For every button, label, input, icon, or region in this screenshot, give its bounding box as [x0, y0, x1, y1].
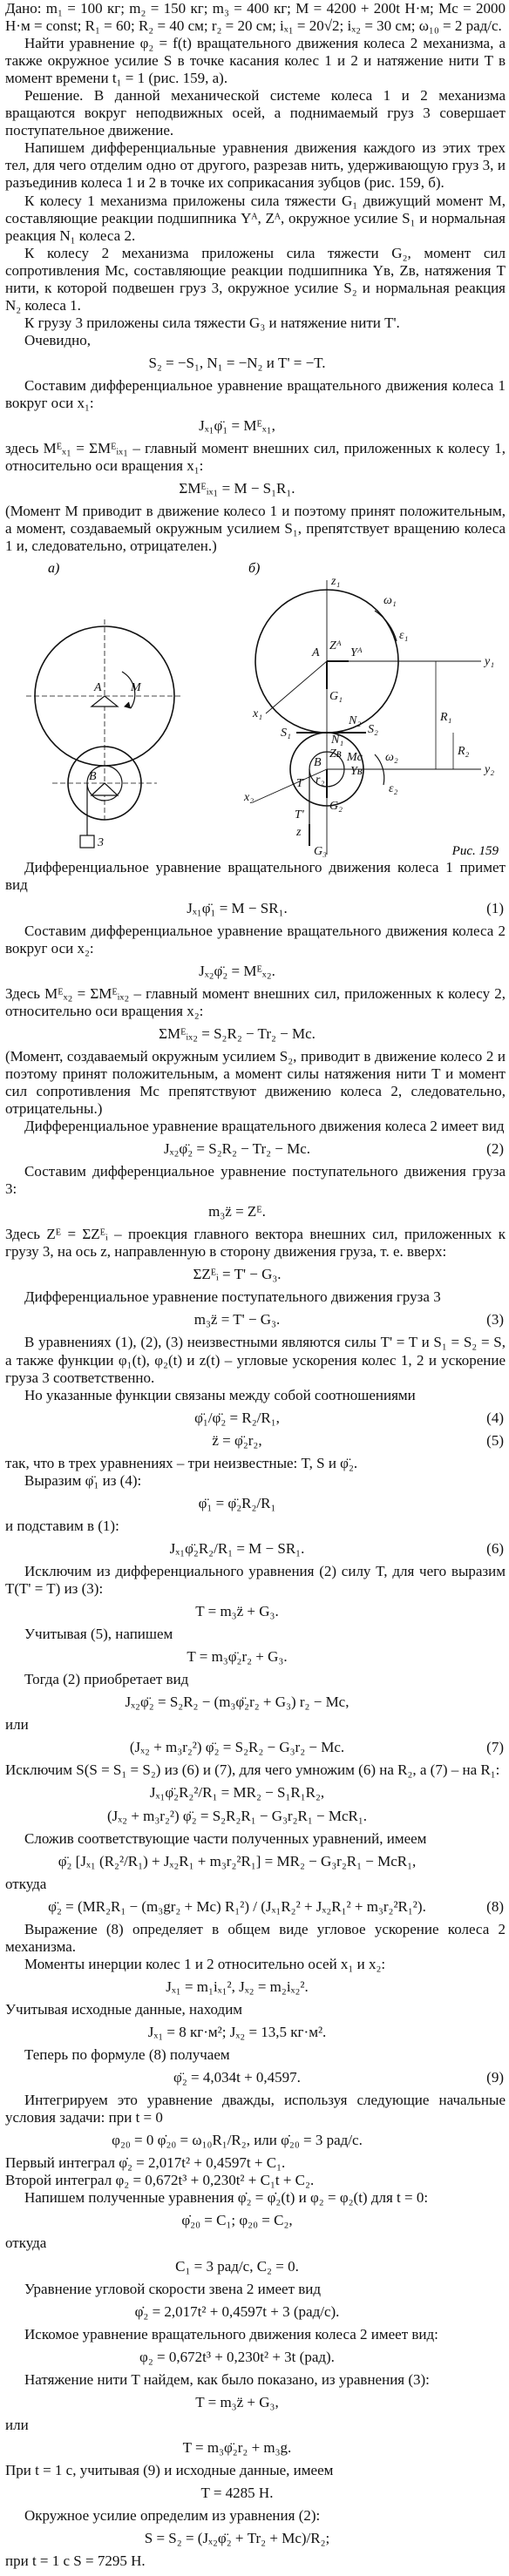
equation-number: (3) — [486, 1311, 504, 1329]
paragraph: В уравнениях (1), (2), (3) неизвестными являются силы T' = T и S₁ = S₂ = S, а также функции φ₁(t), φ₂(t) и z(t) – угловые ускорения колес 1, 2 и ускорение груза 3 соответственно. — [5, 1334, 506, 1386]
label-M-a: M — [131, 681, 141, 695]
label-R1: R₁ — [440, 711, 452, 725]
paragraph: Составим дифференциальное уравнение поступательного движения груза 3: — [5, 1163, 506, 1198]
label-3-a: 3 — [98, 836, 104, 850]
equation-number: (2) — [486, 1140, 504, 1158]
equation — [0, 1694, 509, 1711]
equation-8 — [0, 1898, 509, 1916]
paragraph: Второй интеграл φ₂ = 0,672t³ + 0,230t² + C₁t + C₂. — [5, 2172, 315, 2189]
equation — [0, 480, 509, 497]
paragraph: Напишем полученные уравнения φ̇₂ = φ̇₂(t) и φ₂ = φ₂(t) для t = 0: — [24, 2189, 429, 2207]
paragraph: и подставим в (1): — [5, 1517, 119, 1534]
equation-number: (8) — [486, 1897, 504, 1915]
equation-text: φ̈₂ = 4,034t + 0,4597. — [173, 2069, 301, 2086]
paragraph: Первый интеграл φ̇₂ = 2,017t² + 0,4597t + C₁. — [5, 2154, 286, 2172]
equation-3 — [0, 1311, 509, 1329]
paragraph: (Момент M приводит в движение колесо 1 и поэтому принят положительным, а момент, создаваемый окружным усилием S₁, препятствует вращению колеса 1 и, следовательно, отрицателен.) — [5, 503, 506, 555]
load-3-a — [80, 835, 94, 848]
given-text: Дано: m₁ = 100 кг; m₂ = 150 кг; m₃ = 400 кг; M = 4200 + 200t Н·м; Mс = 2000 Н·м = const; R₁ = 60; R₂ = 40 см; r₂ = 20 см; iₓ₁ = 20√2; iₓ₂ = 30 см; ω₁₀ = 2 рад/с. — [5, 0, 506, 35]
paragraph: Дифференциальное уравнение вращательного движения колеса 1 примет вид — [5, 859, 506, 894]
label-N1: N₁ — [331, 734, 344, 747]
mechanism-a — [26, 619, 183, 848]
label-G1: G₁ — [329, 690, 343, 704]
label-Tprime: T' — [295, 808, 304, 822]
paragraph: Натяжение нити T найдем, как было показано, из уравнения (3): — [24, 2370, 430, 2388]
equation-text: φ̈₁/φ̈₂ = R₂/R₁, — [194, 1409, 280, 1426]
equation-number: (4) — [486, 1409, 504, 1426]
label-x2: x₂ — [244, 791, 254, 805]
equation — [0, 2485, 509, 2502]
equation-text: Jₓ₂φ̈₂ = Mᴱₓ₂. — [199, 962, 275, 979]
equation — [0, 1853, 509, 1870]
equation — [0, 417, 509, 435]
equation — [0, 1648, 509, 1666]
equation — [0, 2303, 509, 2321]
paragraph: здесь Mᴱₓ₁ = ΣMᴱᵢₓ₁ – главный момент внешних сил, приложенных к колесу 1, относительно оси вращения x₁: — [5, 440, 506, 475]
equation-1 — [0, 900, 509, 917]
figure-159 — [0, 558, 509, 859]
equation-text: Jₓ₁φ̈₂R₂²/R₁ = MR₂ − S₁R₁R₂, — [149, 1784, 325, 1802]
equation-9 — [0, 2069, 509, 2086]
equation — [0, 2349, 509, 2366]
label-YB: Yʙ — [350, 765, 363, 779]
equation-6 — [0, 1540, 509, 1558]
equation-text: φ₂ = 0,672t³ + 0,230t² + 3t (рад). — [139, 2348, 335, 2365]
paragraph: При t = 1 с, учитывая (9) и исходные данные, имеем — [5, 2461, 334, 2478]
label-eps1: ε₁ — [399, 629, 409, 643]
label-y2: y₂ — [485, 763, 495, 777]
equation-text: S = S₂ = (Jₓ₂φ̈₂ + Tr₂ + Mс)/R₂; — [144, 2530, 330, 2547]
paragraph: Сложив соответствующие части полученных уравнений, имеем — [24, 1829, 427, 1847]
label-T: T — [296, 777, 303, 791]
label-r2: r₂ — [316, 774, 325, 788]
label-eps2: ε₂ — [389, 782, 398, 796]
paragraph: Тогда (2) приобретает вид — [24, 1671, 189, 1688]
paragraph: Очевидно, — [24, 331, 91, 348]
paragraph: Здесь Mᴱₓ₂ = ΣMᴱᵢₓ₂ – главный момент внешних сил, приложенных к колесу 2, относительно оси вращения x₂: — [5, 984, 506, 1019]
equation — [0, 355, 509, 372]
paragraph: так, что в трех уравнениях – три неизвестные: T, S и φ̈₂. — [5, 1454, 358, 1471]
equation-text: (Jₓ₂ + m₃r₂²) φ̈₂ = S₂R₂R₁ − G₃r₂R₁ − MсR₁. — [106, 1807, 368, 1824]
equation-text: φ̇₂₀ = C₁; φ₂₀ = C₂, — [181, 2212, 293, 2229]
paragraph: (Момент, создаваемый окружным усилием S₂, приводит в движение колесо 2 и поэтому принят положительным, а момент силы натяжения нити T и момент сил сопротивления Mс препятствуют движению колеса 2, следовательно, отрицательны.) — [5, 1047, 506, 1117]
paragraph: при t = 1 с S = 7295 Н. — [5, 2552, 146, 2570]
equation — [0, 1025, 509, 1043]
equation-7 — [0, 1739, 509, 1756]
label-A-a: A — [94, 681, 102, 695]
fig-label-b: б) — [248, 561, 261, 577]
paragraph: откуда — [5, 2235, 47, 2252]
equation-number: (5) — [486, 1431, 504, 1449]
equation-text: φ̈₂ [Jₓ₁ (R₂²/R₁) + Jₓ₂R₁ + m₃r₂²R₁] = MR₂ − G₃r₂R₁ − MсR₁, — [58, 1852, 417, 1869]
equation-text: φ₂₀ = 0 φ̇₂₀ = ω₁₀R₁/R₂, или φ̇₂₀ = 3 рад/с. — [112, 2132, 363, 2149]
equation — [0, 2439, 509, 2457]
equation-text: T = m₃φ̈₂r₂ + G₃. — [187, 1648, 288, 1666]
paragraph: Дифференциальное уравнение вращательного движения колеса 2 имеет вид — [24, 1118, 505, 1135]
equation — [0, 2258, 509, 2275]
paragraph: Учитывая исходные данные, находим — [5, 2000, 243, 2018]
equation — [0, 1808, 509, 1825]
paragraph: Теперь по формуле (8) получаем — [24, 2046, 230, 2064]
paragraph: Исключим S(S = S₁ = S₂) из (6) и (7), для чего умножим (6) на R₂, а (7) – на R₁: — [5, 1761, 500, 1779]
equation-text: Jₓ₂φ̈₂ = S₂R₂ − (m₃φ̈₂r₂ + G₃) r₂ − Mс, — [125, 1694, 350, 1711]
equation-number: (7) — [486, 1739, 504, 1756]
equation-number: (6) — [486, 1539, 504, 1557]
equation — [0, 2394, 509, 2411]
equation — [0, 963, 509, 980]
equation — [0, 1203, 509, 1220]
equation-text: T = m₃z̈ + G₃. — [195, 1603, 279, 1620]
equation-number: (9) — [486, 2069, 504, 2086]
equation-text: m₃z̈ = Zᴱ. — [208, 1203, 266, 1220]
label-G2: G₂ — [329, 800, 343, 814]
equation-text: Jₓ₂φ̈₂ = S₂R₂ − Tr₂ − Mс. — [163, 1140, 311, 1158]
equation-text: C₁ = 3 рад/с, C₂ = 0. — [175, 2257, 299, 2275]
label-B-a: B — [89, 770, 97, 784]
solution-intro: Решение. В данной механической системе колеса 1 и 2 механизма вращаются вокруг неподвижных осей, а поднимаемый груз 3 совершает поступательное движение. — [5, 87, 506, 139]
label-z1: z₁ — [331, 575, 341, 589]
paragraph: К колесу 1 механизма приложены сила тяжести G₁ движущий момент M, составляющие реакции подшипника Yᴬ, Zᴬ, окружное усилие S₁ и нормальная реакция N₁ колеса 2. — [5, 192, 506, 244]
label-N2: N₂ — [349, 714, 362, 728]
equation-text: T = 4285 Н. — [200, 2484, 274, 2501]
label-omega2: ω₂ — [385, 751, 398, 765]
equation-text: Jₓ₁φ̈₂R₂/R₁ = M − SR₁. — [169, 1539, 305, 1557]
label-YA: Yᴬ — [350, 646, 363, 660]
label-ZB: Zʙ — [329, 747, 342, 761]
paragraph: или — [5, 2416, 29, 2433]
equation-2 — [0, 1140, 509, 1158]
equation-text: φ̈₂ = (MR₂R₁ − (m₃gr₂ + Mс) R₁²) / (Jₓ₁R₂² + Jₓ₂R₁² + m₃r₂²R₁²). — [48, 1897, 426, 1915]
paragraph: Выражение (8) определяет в общем виде угловое ускорение колеса 2 механизма. — [5, 1920, 506, 1955]
label-z: z — [296, 826, 302, 840]
equation-text: Jₓ₁φ̈₁ = Mᴱₓ₁, — [199, 417, 275, 435]
task-text: Найти уравнение φ₂ = f(t) вращательного движения колеса 2 механизма, а также окружное усилие S в точке касания колес 1 и 2 и натяжение нити T в момент времени t₁ = 1 (рис. 159, а). — [5, 35, 506, 87]
equation-text: ΣZᴱᵢ = T' − G₃. — [193, 1266, 282, 1283]
equation-text: φ̇₂ = 2,017t² + 0,4597t + 3 (рад/с). — [134, 2302, 340, 2320]
label-G3: G₃ — [314, 845, 327, 859]
paragraph: К грузу 3 приложены сила тяжести G₃ и натяжение нити T'. — [24, 314, 400, 331]
label-B-b: B — [314, 756, 322, 770]
equation-text: Jₓ₁ = 8 кг·м²; Jₓ₂ = 13,5 кг·м². — [147, 2023, 327, 2040]
paragraph: Здесь Zᴱ = ΣZᴱᵢ – проекция главного вектора внешних сил, приложенных к грузу 3, на ось z, направленную в сторону движения груза, т. е. вверх: — [5, 1226, 506, 1261]
equation-text: φ̈₁ = φ̈₂R₂/R₁ — [198, 1494, 276, 1511]
equation-text: (Jₓ₂ + m₃r₂²) φ̈₂ = S₂R₂ − G₃r₂ − Mс. — [129, 1739, 345, 1756]
equation — [0, 2132, 509, 2149]
paragraph: Учитывая (5), напишем — [24, 1626, 173, 1643]
figure-caption: Рис. 159 — [451, 844, 499, 859]
equation-text: ΣMᴱᵢₓ₁ = M − S₁R₁. — [179, 480, 295, 497]
equation — [0, 1603, 509, 1620]
paragraph: Напишем дифференциальные уравнения движения каждого из этих трех тел, для чего отделим одно от другого, разрезав нить, удерживающую груз 3, и разъединив колеса 1 и 2 в точке их соприкасания зубцов (рис. 159, б). — [5, 139, 506, 192]
paragraph: Уравнение угловой скорости звена 2 имеет вид — [24, 2280, 322, 2297]
equation-text: z̈ = φ̈₂r₂, — [212, 1431, 262, 1449]
label-y1: y₁ — [485, 655, 495, 669]
equation — [0, 2024, 509, 2041]
label-S1: S₁ — [281, 727, 291, 740]
label-S2: S₂ — [368, 723, 378, 737]
equation — [0, 1978, 509, 1996]
label-A-b: A — [312, 646, 320, 660]
equation — [0, 1266, 509, 1283]
equation-number: (1) — [486, 899, 504, 916]
paragraph: Составим дифференциальное уравнение вращательного движения колеса 1 вокруг оси x₁: — [5, 376, 506, 412]
equation-4 — [0, 1410, 509, 1427]
label-R2: R₂ — [458, 745, 470, 759]
equation-text: Jₓ₁ = m₁iₓ₁², Jₓ₂ = m₂iₓ₂². — [166, 1978, 309, 1995]
paragraph: или — [5, 1716, 29, 1734]
label-omega1: ω₁ — [383, 594, 397, 608]
paragraph: Исключим из дифференциального уравнения (2) силу T, для чего выразим T(T' = T) из (3): — [5, 1563, 506, 1598]
equation-text: Jₓ₁φ̈₁ = M − SR₁. — [187, 899, 288, 916]
equation-text: ΣMᴱᵢₓ₂ = S₂R₂ − Tr₂ − Mс. — [159, 1024, 316, 1042]
equation-text: T = m₃z̈ + G₃, — [195, 2393, 279, 2410]
paragraph: К колесу 2 механизма приложены сила тяжести G₂, момент сил сопротивления Mс, составляющие реакции подшипника Yʙ, Zʙ, натяжения T нити, к которой подвешен груз 3, окружное усилие S₂ и нормальная реакция N₂ колеса 1. — [5, 244, 506, 314]
label-Mc: Mс — [347, 751, 363, 765]
paragraph: откуда — [5, 1875, 47, 1892]
paragraph: Окружное усилие определим из уравнения (2): — [24, 2507, 321, 2525]
equation — [0, 1784, 509, 1802]
equation-text: T = m₃φ̈₂r₂ + m₃g. — [182, 2438, 292, 2456]
equation — [0, 2212, 509, 2229]
paragraph: Интегрируем это уравнение дважды, используя следующие начальные условия задачи: при t = 0 — [5, 2092, 506, 2126]
label-ZA: Zᴬ — [329, 639, 342, 653]
paragraph: Выразим φ̈₁ из (4): — [24, 1471, 142, 1489]
equation — [0, 2530, 509, 2547]
paragraph: Составим дифференциальное уравнение вращательного движения колеса 2 вокруг оси x₂: — [5, 922, 506, 957]
equation-5 — [0, 1432, 509, 1450]
paragraph: Искомое уравнение вращательного движения колеса 2 имеет вид: — [24, 2325, 438, 2343]
equation-text: m₃z̈ = T' − G₃. — [193, 1311, 281, 1329]
equation-text: S₂ = −S₁, N₁ = −N₂ и T' = −T. — [148, 354, 326, 371]
fig-label-a: а) — [48, 561, 60, 577]
paragraph: Моменты инерции колес 1 и 2 относительно осей x₁ и x₂: — [24, 1955, 386, 1972]
equation — [0, 1495, 509, 1512]
paragraph: Но указанные функции связаны между собой соотношениями — [24, 1386, 416, 1403]
paragraph: Дифференциальное уравнение поступательного движения груза 3 — [24, 1288, 441, 1306]
label-x1: x₁ — [253, 707, 263, 721]
